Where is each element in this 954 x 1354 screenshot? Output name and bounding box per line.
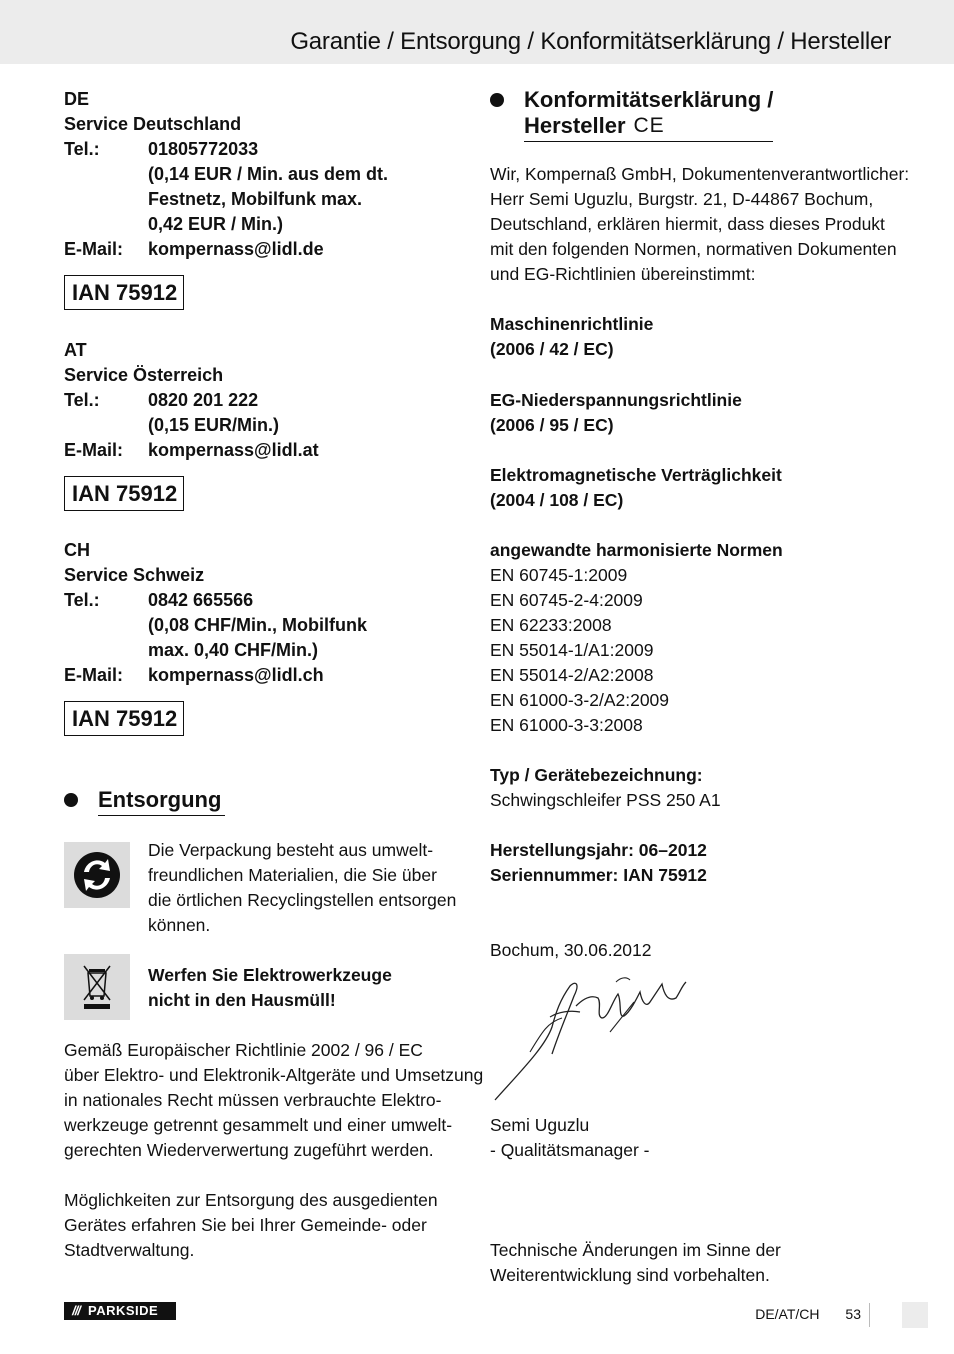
service-at (64, 338, 319, 511)
disposal-options-text: Möglichkeiten zur Entsorgung des ausgedienten Gerätes erfahren Sie bei Ihrer Gemeinde- oder Stadtverwaltung. (64, 1190, 438, 1260)
recycling-icon (64, 842, 130, 908)
signature (490, 972, 700, 1117)
tel-note: (0,15 EUR/Min.) (148, 415, 280, 435)
page-tab (902, 1302, 928, 1328)
tel-note: max. 0,40 CHF/Min.) (148, 640, 319, 660)
mail-label: E-Mail: (64, 239, 124, 259)
service-de (64, 87, 388, 310)
production-block: Herstellungsjahr: 06–2012 Seriennummer: IAN 75912 (490, 840, 707, 885)
divider (869, 1303, 870, 1327)
place-date: Bochum, 30.06.2012 (490, 940, 652, 960)
directive-item: Elektromagnetische Verträglichkeit (2004 / 108 / EC) (490, 465, 782, 510)
mail-label: E-Mail: (64, 440, 124, 460)
tel-note: (0,14 EUR / Min. aus dem dt. (148, 164, 389, 184)
ian-box: IAN 75912 (64, 275, 184, 310)
konformitaet-heading: Konformitätserklärung / Hersteller CE (490, 87, 773, 142)
bullet-icon (490, 93, 504, 107)
tel-note: 0,42 EUR / Min.) (148, 214, 284, 234)
service-name: Service Österreich (64, 365, 224, 385)
service-ch (64, 538, 367, 736)
tel-note: (0,08 CHF/Min., Mobilfunk (148, 615, 367, 635)
service-name: Service Deutschland (64, 114, 242, 134)
disclaimer-text: Technische Änderungen im Sinne der Weiterentwicklung sind vorbehalten. (490, 1240, 781, 1285)
ce-mark-icon: CE (633, 114, 665, 137)
norm-item: EN 60745-1:2009 (490, 565, 628, 585)
page-number: 53 (845, 1306, 861, 1322)
page-header (0, 0, 954, 64)
crossed-bin-icon (64, 954, 130, 1020)
page-title: Garantie / Entsorgung / Konformitätserklärung / Hersteller (290, 28, 891, 55)
mail-address: kompernass@lidl.de (148, 239, 324, 259)
type-block: Typ / Gerätebezeichnung: Schwingschleifer PSS 250 A1 (490, 765, 721, 810)
norm-item: EN 61000-3-3:2008 (490, 715, 643, 735)
norms-list (490, 538, 783, 738)
stripes-icon: /// (72, 1303, 80, 1318)
norms-heading: angewandte harmonisierte Normen (490, 540, 783, 560)
declaration-intro: Wir, Kompernaß GmbH, Dokumentenverantwortlicher: Herr Semi Uguzlu, Burgstr. 21, D-44867 Bochum, Deutschland, erklären hiermit, dass dieses Produkt mit den folgenden Normen, normativen Dokumenten und EG-Richtlinien übereinstimmt: (490, 164, 910, 284)
tel-number: 0842 665566 (148, 590, 254, 610)
directive-item: EG-Niederspannungsrichtlinie (2006 / 95 / EC) (490, 390, 742, 435)
entsorgung-heading: Entsorgung (64, 787, 225, 816)
directive-text: Gemäß Europäischer Richtlinie 2002 / 96 / EC über Elektro- und Elektronik-Altgeräte und Umsetzung in nationales Recht müssen verbrauchte Elektro- werkzeuge getrennt gesammelt und einer umwelt- gerechten Wiederverwertung zugeführt werden. (64, 1040, 484, 1160)
ian-box: IAN 75912 (64, 701, 184, 736)
signer-block: Semi Uguzlu - Qualitätsmanager - (490, 1115, 650, 1160)
tel-label: Tel.: (64, 590, 100, 610)
ian-box: IAN 75912 (64, 476, 184, 511)
tel-number: 01805772033 (148, 139, 259, 159)
norm-item: EN 55014-2/A2:2008 (490, 665, 654, 685)
tel-label: Tel.: (64, 390, 100, 410)
packaging-text: Die Verpackung besteht aus umwelt- freundlichen Materialien, die Sie über die örtlichen Recyclingstellen entsorgen können. (148, 840, 457, 935)
country-code: AT (64, 340, 87, 360)
tel-number: 0820 201 222 (148, 390, 259, 410)
service-name: Service Schweiz (64, 565, 205, 585)
norm-item: EN 61000-3-2/A2:2009 (490, 690, 670, 710)
country-code: DE (64, 89, 90, 109)
tel-note: Festnetz, Mobilfunk max. (148, 189, 363, 209)
parkside-logo: /// PARKSIDE (64, 1302, 176, 1320)
tel-label: Tel.: (64, 139, 100, 159)
norm-item: EN 62233:2008 (490, 615, 612, 635)
bullet-icon (64, 793, 78, 807)
locale-label: DE/AT/CH (755, 1306, 820, 1322)
footer-info (755, 1306, 861, 1322)
mail-label: E-Mail: (64, 665, 124, 685)
mail-address: kompernass@lidl.at (148, 440, 319, 460)
directive-item: Maschinenrichtlinie (2006 / 42 / EC) (490, 314, 654, 359)
warning-text: Werfen Sie Elektrowerkzeuge nicht in den Hausmüll! (148, 965, 392, 1010)
norm-item: EN 55014-1/A1:2009 (490, 640, 654, 660)
country-code: CH (64, 540, 90, 560)
mail-address: kompernass@lidl.ch (148, 665, 324, 685)
norm-item: EN 60745-2-4:2009 (490, 590, 643, 610)
